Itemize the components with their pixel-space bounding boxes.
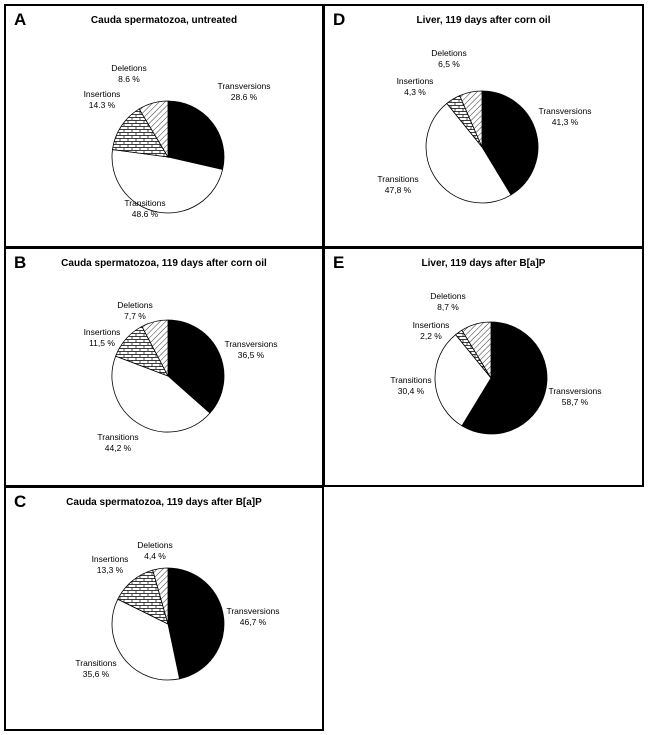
chart-title: Cauda spermatozoa, 119 days after B[a]P — [66, 497, 262, 508]
slice-label-deletions: Deletions 6,5 % — [431, 48, 467, 69]
slice-label-transversions: Transversions 36,5 % — [224, 339, 278, 360]
slice-label-transversions: Transversions 58,7 % — [548, 386, 602, 407]
panel-a — [4, 4, 324, 248]
slice-label-insertions: Insertions 4,3 % — [396, 76, 434, 97]
slice-label-transitions: Transitions 48.6 % — [124, 198, 166, 219]
pie-chart — [6, 6, 326, 250]
slice-label-insertions: Insertions 11,5 % — [83, 327, 121, 348]
slice-label-transversions: Transversions 28.6 % — [217, 81, 271, 102]
slice-label-insertions: Insertions 2,2 % — [412, 320, 450, 341]
slice-label-transitions: Transitions 30,4 % — [390, 375, 432, 396]
slice-label-deletions: Deletions 8.6 % — [111, 63, 147, 84]
slice-label-deletions: Deletions 8,7 % — [430, 291, 466, 312]
panel-b — [4, 247, 324, 487]
panel-letter: C — [14, 492, 27, 511]
chart-title: Liver, 119 days after corn oil — [416, 15, 551, 26]
chart-title: Cauda spermatozoa, 119 days after corn oil — [61, 258, 267, 269]
panel-letter: B — [14, 253, 27, 272]
pie-chart — [325, 6, 646, 250]
pie-chart — [325, 249, 646, 489]
pie-chart — [6, 249, 326, 489]
slice-label-transversions: Transversions 46,7 % — [226, 606, 280, 627]
slice-label-deletions: Deletions 4,4 % — [137, 540, 173, 561]
slice-label-insertions: Insertions 14.3 % — [83, 89, 121, 110]
slice-label-transitions: Transitions 44,2 % — [97, 432, 139, 453]
panel-e — [323, 247, 644, 487]
slice-label-transitions: Transitions 35,6 % — [75, 658, 117, 679]
slice-label-insertions: Insertions 13,3 % — [91, 554, 129, 575]
slice-label-transitions: Transitions 47,8 % — [377, 174, 419, 195]
panel-c — [4, 486, 324, 731]
panel-d — [323, 4, 644, 248]
panel-letter: E — [333, 253, 345, 272]
panel-letter: D — [333, 10, 346, 29]
slice-label-deletions: Deletions 7,7 % — [117, 300, 153, 321]
panel-letter: A — [14, 10, 27, 29]
chart-title: Cauda spermatozoa, untreated — [90, 15, 238, 26]
chart-title: Liver, 119 days after B[a]P — [421, 258, 546, 269]
slice-label-transversions: Transversions 41,3 % — [538, 106, 592, 127]
